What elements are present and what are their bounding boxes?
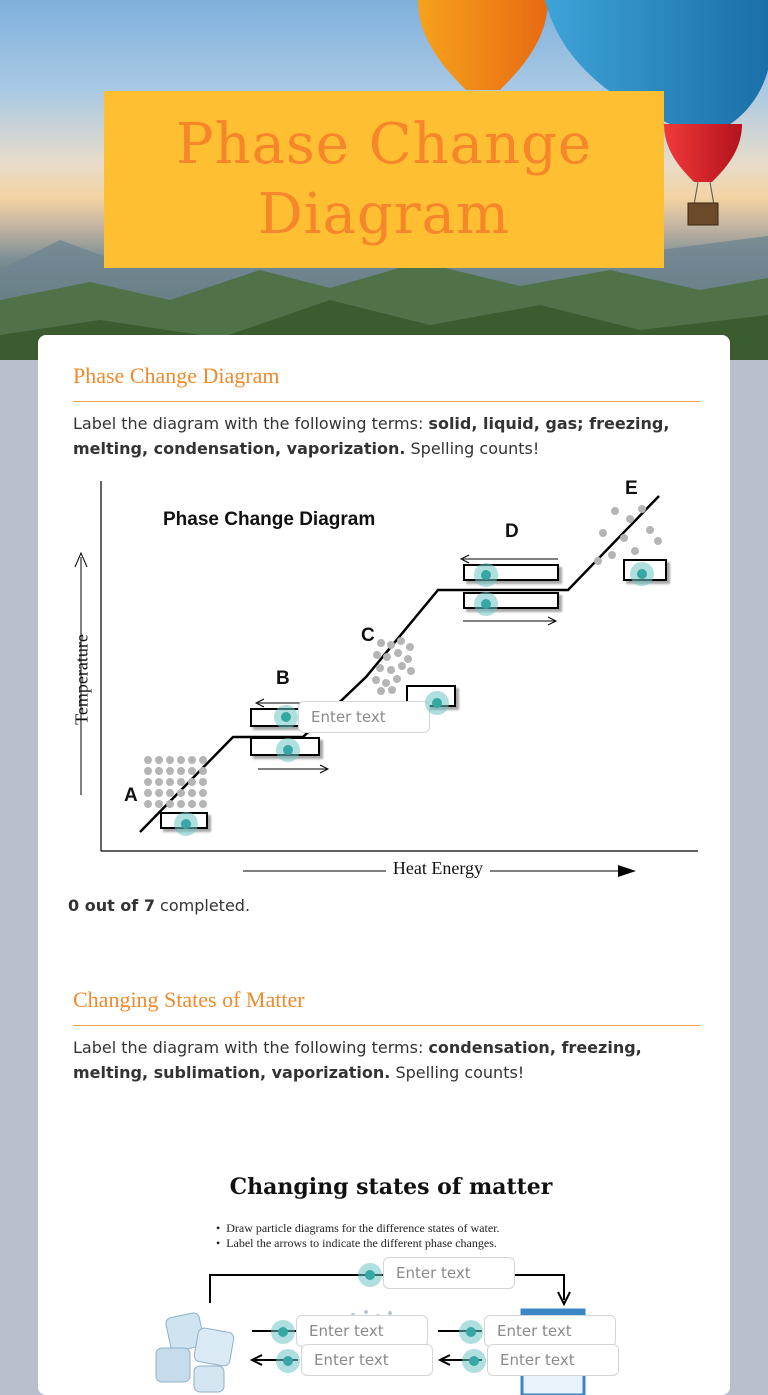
answer-field[interactable]: Enter text	[484, 1315, 616, 1347]
point-label-e: E	[625, 478, 638, 499]
answer-hotspot[interactable]	[462, 1349, 486, 1373]
answer-field[interactable]: Enter text	[301, 1344, 433, 1376]
instruction-terms: condensation, freezing, melting, sublimation, vaporization.	[73, 1038, 642, 1082]
phase-diagram-graphic	[68, 475, 708, 895]
answer-field[interactable]: Enter text	[298, 701, 430, 733]
instruction-terms: solid, liquid, gas; freezing, melting, condensation, vaporization.	[73, 414, 670, 458]
instruction-prefix: Label the diagram with the following terms:	[73, 1038, 429, 1057]
answer-hotspot[interactable]	[276, 1349, 300, 1373]
answer-field[interactable]: Enter text	[487, 1344, 619, 1376]
answer-hotspot[interactable]	[358, 1263, 382, 1287]
section-heading: Phase Change Diagram	[73, 363, 280, 388]
point-label-d: D	[505, 521, 519, 542]
heat-energy-axis-label: Heat Energy	[392, 858, 484, 878]
section-heading: Changing States of Matter	[73, 987, 305, 1012]
changing-states-diagram	[138, 1170, 638, 1395]
answer-hotspot[interactable]	[274, 705, 298, 729]
answer-hotspot[interactable]	[174, 812, 198, 836]
phase-diagram-title: Phase Change Diagram	[163, 509, 376, 530]
answer-hotspot[interactable]	[271, 1320, 295, 1344]
answer-hotspot[interactable]	[630, 562, 654, 586]
answer-hotspot[interactable]	[276, 738, 300, 762]
progress-text	[68, 896, 250, 915]
bullet-item: • Label the arrows to indicate the different phase changes.	[216, 1236, 497, 1250]
answer-hotspot[interactable]	[474, 592, 498, 616]
answer-hotspot[interactable]	[474, 563, 498, 587]
instruction-prefix: Label the diagram with the following terms:	[73, 414, 429, 433]
answer-hotspot[interactable]	[459, 1320, 483, 1344]
instruction-suffix: Spelling counts!	[390, 1063, 525, 1082]
worksheet-card	[38, 335, 730, 1395]
section-instructions	[73, 411, 693, 461]
bullet-item: • Draw particle diagrams for the difference states of water.	[216, 1221, 500, 1235]
instruction-suffix: Spelling counts!	[405, 439, 540, 458]
title-banner	[104, 91, 664, 268]
page-title: Phase Change Diagram	[175, 111, 593, 247]
section-divider	[73, 401, 700, 402]
states-diagram-title: Changing states of matter	[229, 1174, 553, 1200]
section-instructions	[73, 1035, 693, 1085]
phase-change-diagram	[68, 475, 708, 895]
point-label-b: B	[276, 668, 290, 689]
point-label-a: A	[124, 785, 138, 806]
hero-banner	[0, 0, 768, 360]
point-label-c: C	[361, 625, 375, 646]
section-divider	[73, 1025, 700, 1026]
temperature-axis-label: Temperature	[71, 634, 92, 725]
answer-field[interactable]: Enter text	[383, 1257, 515, 1289]
answer-field[interactable]: Enter text	[296, 1315, 428, 1347]
progress-count: 0 out of 7	[68, 896, 155, 915]
progress-suffix: completed.	[154, 896, 251, 915]
answer-hotspot[interactable]	[425, 691, 449, 715]
